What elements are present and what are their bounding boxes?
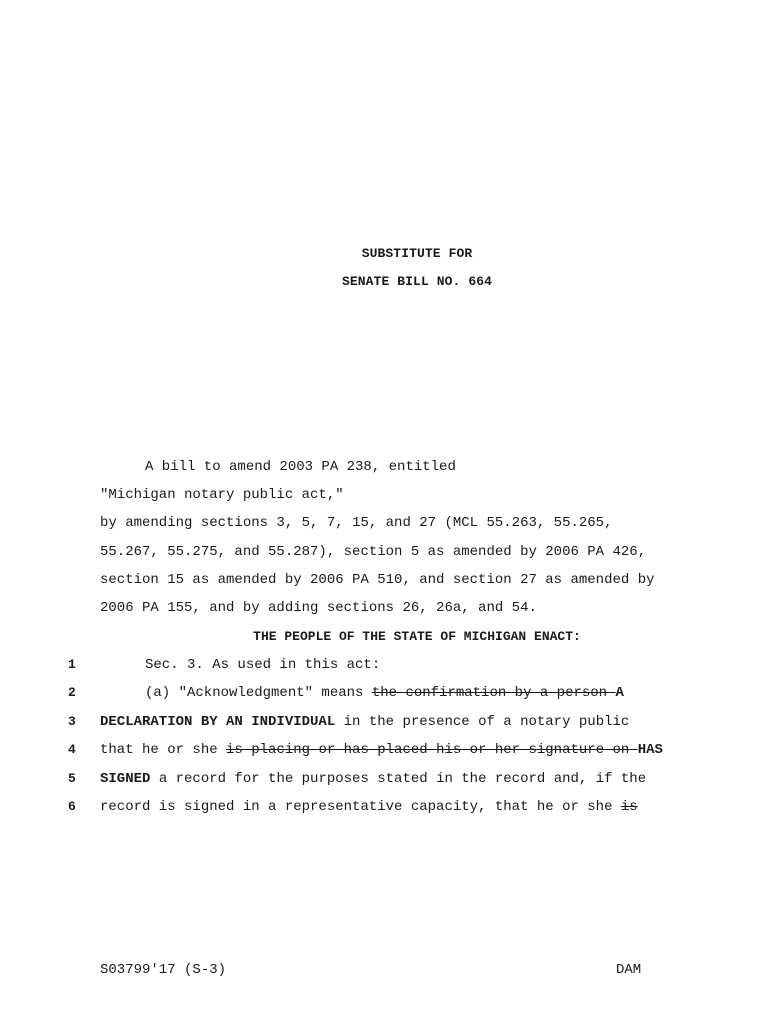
line-number: 5 [68,771,76,786]
line-number: 4 [68,742,76,757]
bill-text-line [145,656,380,674]
inserted-text: A [615,685,624,701]
preamble-line-3: by amending sections 3, 5, 7, 15, and 27 (MCL 55.263, 55.265, [100,515,613,531]
line-number: 3 [68,714,76,729]
struck-text: is placing or has placed his or her signature on [226,742,638,758]
footer-document-id: S03799'17 (S-3) [100,962,227,978]
bill-heading-line-1: SUBSTITUTE FOR [361,246,473,261]
preamble-line-6: 2006 PA 155, and by adding sections 26, 26a, and 54. [100,600,537,616]
bill-text-line [100,741,663,759]
text-segment: a record for the purposes stated in the record and, if the [150,771,647,787]
bill-heading-line-2: SENATE BILL NO. 664 [341,274,493,289]
line-number: 1 [68,657,76,672]
struck-text: the confirmation by a person [371,685,616,701]
text-segment: Sec. 3. As used in this act: [145,657,381,673]
inserted-text: HAS [637,742,663,758]
bill-text-line [100,770,646,788]
bill-text-line [100,798,638,816]
text-segment: in the presence of a notary public [335,714,630,730]
preamble-line-1: A bill to amend 2003 PA 238, entitled [145,459,456,475]
bill-text-line [100,713,629,731]
preamble-line-5: section 15 as amended by 2006 PA 510, and section 27 as amended by [100,572,655,588]
line-number: 2 [68,685,76,700]
struck-text: is [620,799,638,815]
inserted-text: DECLARATION BY AN INDIVIDUAL [100,714,336,730]
text-segment: that he or she [100,742,227,758]
enacting-clause: THE PEOPLE OF THE STATE OF MICHIGAN ENACT: [253,629,581,644]
text-segment: (a) "Acknowledgment" means [145,685,372,701]
inserted-text: SIGNED [100,771,151,787]
bill-text-line [145,684,624,702]
preamble-line-2: "Michigan notary public act," [100,487,344,503]
text-segment: record is signed in a representative capacity, that he or she [100,799,621,815]
line-number: 6 [68,799,76,814]
preamble-line-4: 55.267, 55.275, and 55.287), section 5 as amended by 2006 PA 426, [100,544,647,560]
footer-drafter-initials: DAM [616,962,642,978]
